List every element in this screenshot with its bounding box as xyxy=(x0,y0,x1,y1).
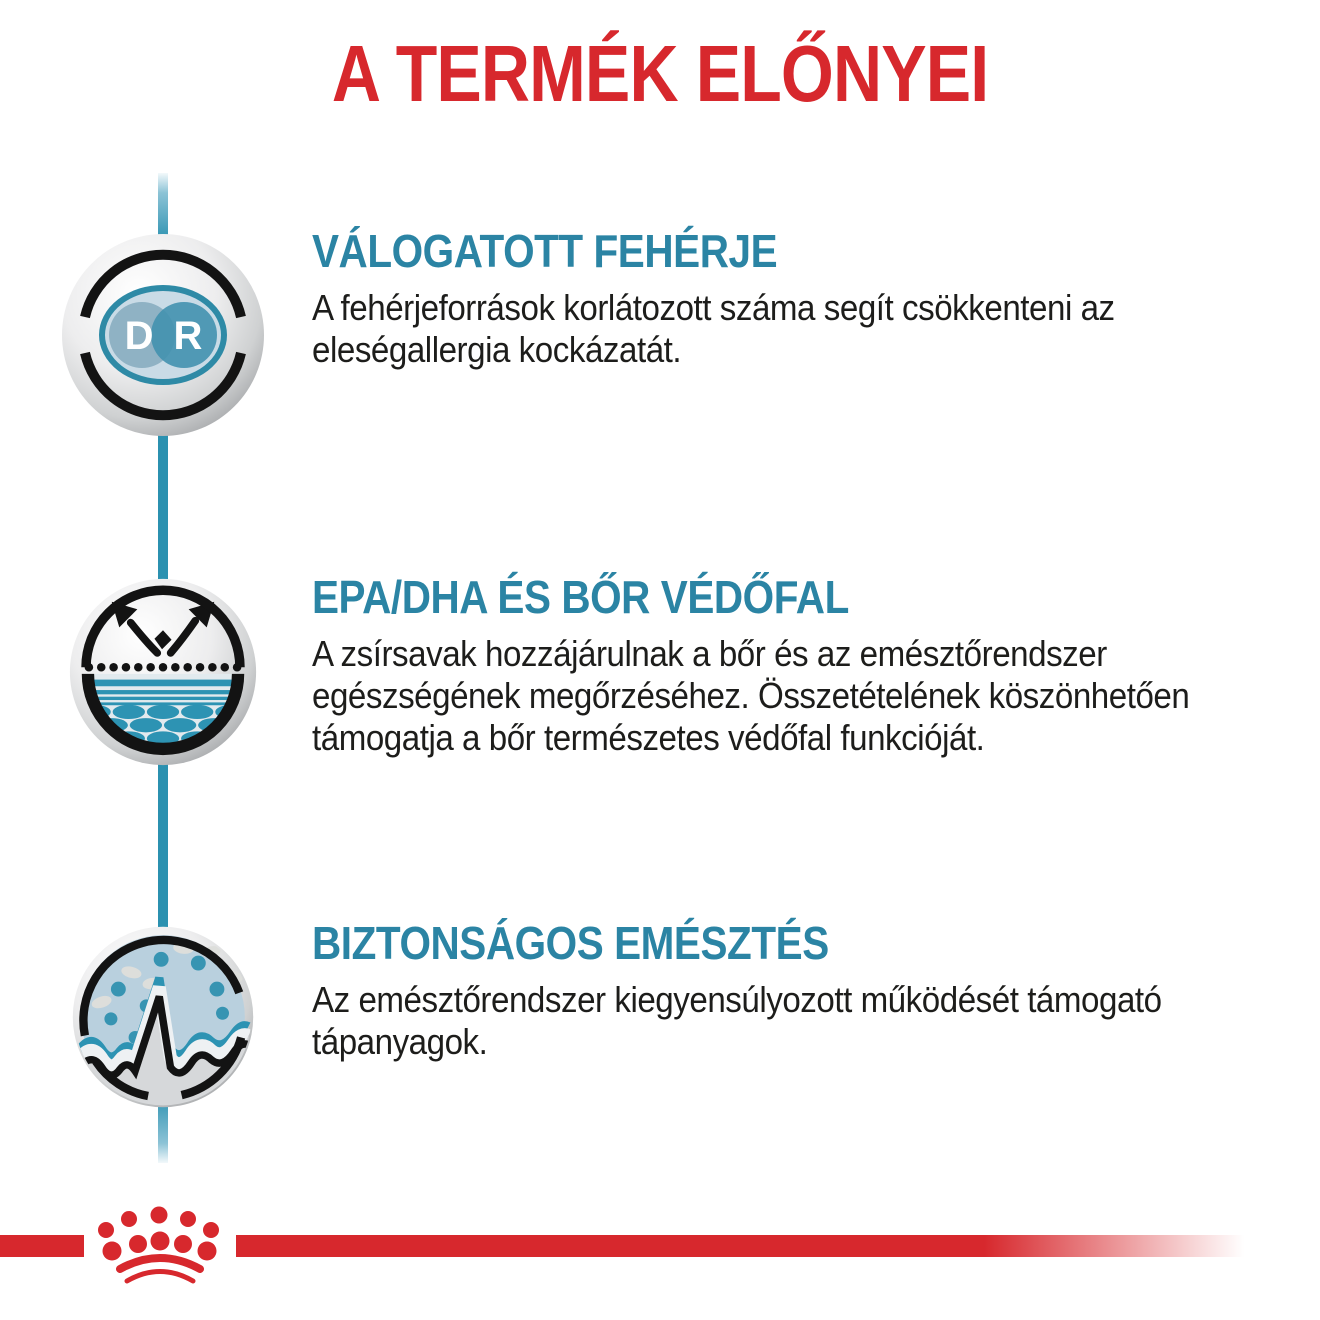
section-body-text: Az emésztőrendszer kiegyensúlyozott működését támogató tápanyagok. xyxy=(312,978,1162,1062)
section-body-text: A fehérjeforrások korlátozott száma segít csökkenteni az eleségallergia kockázatát. xyxy=(312,286,1115,370)
section-selected-protein xyxy=(312,226,1312,371)
letter-r-label: R xyxy=(173,314,203,358)
letter-d-label: D xyxy=(124,314,154,358)
section-body-text: A zsírsavak hozzájárulnak a bőr és az emésztőrendszer egészségének megőrzéséhez. Összetételének köszönhetően támogatja a bőr természetes védőfal funkcióját. xyxy=(312,632,1190,758)
section-heading: VÁLOGATOTT FEHÉRJE xyxy=(312,225,778,277)
page-title: A TERMÉK ELŐNYEI xyxy=(331,29,989,118)
royal-canin-crown-icon xyxy=(80,1192,240,1300)
header xyxy=(0,28,1320,120)
section-safe-digestion xyxy=(312,918,1312,1063)
protein-dr-icon xyxy=(60,232,266,438)
skin-barrier-icon xyxy=(68,577,258,767)
footer-red-band-left xyxy=(0,1235,84,1257)
section-skin-barrier xyxy=(312,572,1312,759)
section-heading: BIZTONSÁGOS EMÉSZTÉS xyxy=(312,917,829,969)
digestion-icon xyxy=(70,924,256,1110)
section-heading: EPA/DHA ÉS BŐR VÉDŐFAL xyxy=(312,571,849,623)
footer-red-band-right xyxy=(236,1235,1320,1257)
